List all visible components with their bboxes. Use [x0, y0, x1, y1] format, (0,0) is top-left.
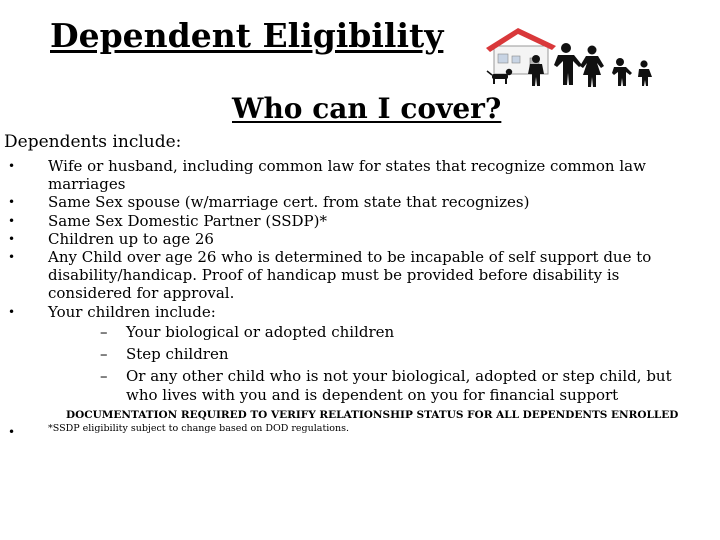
bullet-icon: • — [8, 424, 16, 439]
list-item-children — [0, 303, 700, 405]
dash-icon: – — [100, 344, 108, 363]
list-item — [0, 248, 700, 303]
bullet-icon: • — [8, 304, 16, 319]
page-title: Dependent Eligibility — [50, 16, 444, 55]
list-item-text: Any Child over age 26 who is determined to be incapable of self support due to disability/handicap. Proof of handicap must be provided before disability is considered for approval. — [48, 248, 652, 303]
intro-text: Dependents include: — [4, 132, 182, 152]
list-item-notes — [0, 408, 700, 439]
documentation-note: DOCUMENTATION REQUIRED TO VERIFY RELATIONSHIP STATUS FOR ALL DEPENDENTS ENROLLED — [66, 408, 679, 421]
list-item-text: Same Sex Domestic Partner (SSDP)* — [48, 211, 327, 230]
list-item-text: Same Sex spouse (w/marriage cert. from state that recognizes) — [48, 193, 530, 212]
list-item-text: Children up to age 26 — [48, 229, 214, 248]
bullet-icon: • — [8, 159, 16, 173]
children-heading: Your children include: — [48, 302, 216, 321]
sub-list-item-text: Or any other child who is not your biological, adopted or step child, but who lives with you and is dependent on you for financial support — [126, 366, 672, 404]
bullet-icon: • — [8, 195, 16, 210]
list-item — [0, 193, 700, 211]
list-item-text: Wife or husband, including common law for states that recognize common law marriages — [48, 157, 646, 194]
house-icon — [486, 28, 556, 74]
children-list — [48, 323, 700, 405]
dash-icon: – — [100, 366, 108, 385]
dash-icon: – — [100, 322, 108, 341]
sub-list-item — [48, 367, 700, 405]
house-family-icon — [482, 24, 658, 88]
sub-list-item — [48, 345, 700, 364]
list-item — [0, 212, 700, 230]
sub-list-item-text: Your biological or adopted children — [126, 322, 395, 341]
bullet-icon: • — [8, 250, 16, 265]
page-subtitle: Who can I cover? — [232, 92, 502, 125]
bullet-icon: • — [8, 231, 16, 246]
list-item — [0, 157, 700, 193]
list-item — [0, 230, 700, 248]
sub-list-item — [48, 323, 700, 342]
sub-list-item-text: Step children — [126, 344, 229, 363]
dependents-list — [0, 157, 700, 439]
bullet-icon: • — [8, 213, 16, 228]
ssdp-note: *SSDP eligibility subject to change based on DOD regulations. — [48, 422, 350, 434]
